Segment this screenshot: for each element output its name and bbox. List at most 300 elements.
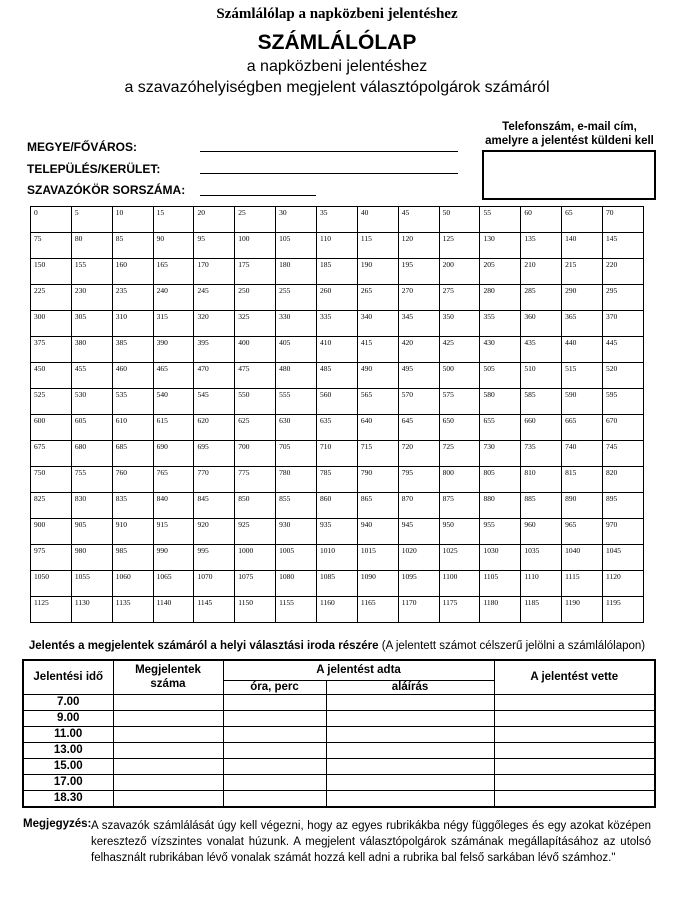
tally-cell[interactable]: 1195: [603, 597, 644, 623]
contact-field[interactable]: [482, 150, 656, 200]
tally-cell[interactable]: 535: [112, 389, 153, 415]
report-count-cell[interactable]: [113, 710, 223, 726]
tally-cell[interactable]: 1010: [317, 545, 358, 571]
tally-row: [31, 571, 644, 597]
tally-cell[interactable]: 860: [317, 493, 358, 519]
tally-cell[interactable]: 510: [521, 363, 562, 389]
report-received-cell[interactable]: [494, 694, 655, 710]
tally-cell[interactable]: 200: [439, 259, 480, 285]
tally-cell[interactable]: 280: [480, 285, 521, 311]
tally-cell[interactable]: 665: [562, 415, 603, 441]
tally-cell[interactable]: 120: [398, 233, 439, 259]
tally-cell[interactable]: 930: [276, 519, 317, 545]
tally-cell[interactable]: 910: [112, 519, 153, 545]
report-received-cell[interactable]: [494, 710, 655, 726]
tally-cell[interactable]: 1100: [439, 571, 480, 597]
tally-cell[interactable]: 790: [357, 467, 398, 493]
tally-cell[interactable]: 260: [317, 285, 358, 311]
report-hour-cell[interactable]: [223, 774, 326, 790]
tally-cell[interactable]: 1140: [153, 597, 194, 623]
tally-cell[interactable]: 770: [194, 467, 235, 493]
tally-cell[interactable]: 1115: [562, 571, 603, 597]
tally-cell[interactable]: 230: [71, 285, 112, 311]
tally-cell[interactable]: 840: [153, 493, 194, 519]
tally-cell[interactable]: 975: [31, 545, 72, 571]
col-header-hour: óra, perc: [223, 680, 326, 694]
tally-cell[interactable]: 1110: [521, 571, 562, 597]
tally-cell[interactable]: 690: [153, 441, 194, 467]
tally-cell[interactable]: 1135: [112, 597, 153, 623]
tally-cell[interactable]: 180: [276, 259, 317, 285]
tally-cell[interactable]: 595: [603, 389, 644, 415]
tally-cell[interactable]: 1045: [603, 545, 644, 571]
tally-cell[interactable]: 125: [439, 233, 480, 259]
tally-cell[interactable]: 130: [480, 233, 521, 259]
tally-cell[interactable]: 715: [357, 441, 398, 467]
tally-cell[interactable]: 720: [398, 441, 439, 467]
tally-row: [31, 389, 644, 415]
tally-cell[interactable]: 170: [194, 259, 235, 285]
report-signature-cell[interactable]: [326, 790, 494, 807]
tally-cell[interactable]: 285: [521, 285, 562, 311]
tally-cell[interactable]: 470: [194, 363, 235, 389]
tally-cell[interactable]: 300: [31, 311, 72, 337]
tally-cell[interactable]: 45: [398, 207, 439, 233]
tally-cell[interactable]: 945: [398, 519, 439, 545]
tally-cell[interactable]: 1125: [31, 597, 72, 623]
tally-cell[interactable]: 1060: [112, 571, 153, 597]
tally-cell[interactable]: 155: [71, 259, 112, 285]
tally-cell[interactable]: 160: [112, 259, 153, 285]
tally-cell[interactable]: 995: [194, 545, 235, 571]
tally-cell[interactable]: 490: [357, 363, 398, 389]
tally-cell[interactable]: 920: [194, 519, 235, 545]
tally-cell[interactable]: 950: [439, 519, 480, 545]
tally-cell[interactable]: 0: [31, 207, 72, 233]
tally-grid: [30, 206, 644, 623]
tally-cell[interactable]: 785: [317, 467, 358, 493]
tally-cell[interactable]: 40: [357, 207, 398, 233]
tally-cell[interactable]: 1165: [357, 597, 398, 623]
tally-cell[interactable]: 1070: [194, 571, 235, 597]
tally-cell[interactable]: 420: [398, 337, 439, 363]
tally-cell[interactable]: 405: [276, 337, 317, 363]
tally-cell[interactable]: 925: [235, 519, 276, 545]
tally-cell[interactable]: 440: [562, 337, 603, 363]
report-hour-cell[interactable]: [223, 758, 326, 774]
report-time-cell: 11.00: [23, 726, 113, 742]
tally-cell[interactable]: 940: [357, 519, 398, 545]
tally-cell[interactable]: 1005: [276, 545, 317, 571]
report-signature-cell[interactable]: [326, 694, 494, 710]
tally-cell[interactable]: 385: [112, 337, 153, 363]
tally-cell[interactable]: 375: [31, 337, 72, 363]
tally-row: [31, 415, 644, 441]
tally-cell[interactable]: 235: [112, 285, 153, 311]
tally-cell[interactable]: 105: [276, 233, 317, 259]
tally-cell[interactable]: 215: [562, 259, 603, 285]
tally-cell[interactable]: 390: [153, 337, 194, 363]
tally-cell[interactable]: 140: [562, 233, 603, 259]
county-label: MEGYE/FŐVÁROS:: [27, 140, 138, 154]
tally-cell[interactable]: 5: [71, 207, 112, 233]
report-count-cell[interactable]: [113, 758, 223, 774]
tally-row: [31, 311, 644, 337]
tally-cell[interactable]: 885: [521, 493, 562, 519]
tally-cell[interactable]: 980: [71, 545, 112, 571]
tally-cell[interactable]: 915: [153, 519, 194, 545]
tally-cell[interactable]: 290: [562, 285, 603, 311]
tally-cell[interactable]: 135: [521, 233, 562, 259]
tally-cell[interactable]: 75: [31, 233, 72, 259]
tally-cell[interactable]: 900: [31, 519, 72, 545]
tally-cell[interactable]: 90: [153, 233, 194, 259]
col-header-time: Jelentési idő: [23, 660, 113, 694]
tally-cell[interactable]: 355: [480, 311, 521, 337]
tally-cell[interactable]: 1155: [276, 597, 317, 623]
report-hour-cell[interactable]: [223, 742, 326, 758]
tally-cell[interactable]: 145: [603, 233, 644, 259]
tally-cell[interactable]: 310: [112, 311, 153, 337]
tally-cell[interactable]: 410: [317, 337, 358, 363]
tally-row: [31, 259, 644, 285]
tally-row: [31, 467, 644, 493]
report-signature-cell[interactable]: [326, 742, 494, 758]
tally-cell[interactable]: 740: [562, 441, 603, 467]
col-header-count-label: Megjelentek száma: [135, 664, 201, 691]
tally-cell[interactable]: 1065: [153, 571, 194, 597]
tally-cell[interactable]: 495: [398, 363, 439, 389]
county-field[interactable]: [200, 151, 458, 152]
tally-cell[interactable]: 1050: [31, 571, 72, 597]
tally-cell[interactable]: 640: [357, 415, 398, 441]
tally-cell[interactable]: 815: [562, 467, 603, 493]
tally-cell[interactable]: 115: [357, 233, 398, 259]
tally-cell[interactable]: 315: [153, 311, 194, 337]
tally-row: [31, 493, 644, 519]
tally-cell[interactable]: 1105: [480, 571, 521, 597]
tally-cell[interactable]: 270: [398, 285, 439, 311]
tally-cell[interactable]: 525: [31, 389, 72, 415]
tally-cell[interactable]: 475: [235, 363, 276, 389]
tally-cell[interactable]: 350: [439, 311, 480, 337]
tally-cell[interactable]: 30: [276, 207, 317, 233]
tally-cell[interactable]: 435: [521, 337, 562, 363]
tally-cell[interactable]: 190: [357, 259, 398, 285]
tally-cell[interactable]: 10: [112, 207, 153, 233]
tally-cell[interactable]: 20: [194, 207, 235, 233]
tally-row: [31, 363, 644, 389]
tally-cell[interactable]: 670: [603, 415, 644, 441]
tally-cell[interactable]: 100: [235, 233, 276, 259]
tally-cell[interactable]: 820: [603, 467, 644, 493]
tally-cell[interactable]: 825: [31, 493, 72, 519]
tally-cell[interactable]: 590: [562, 389, 603, 415]
tally-cell[interactable]: 335: [317, 311, 358, 337]
tally-cell[interactable]: 305: [71, 311, 112, 337]
tally-cell[interactable]: 1030: [480, 545, 521, 571]
tally-cell[interactable]: 775: [235, 467, 276, 493]
report-caption-bold: Jelentés a megjelentek számáról a helyi választási iroda részére: [28, 640, 379, 652]
tally-cell[interactable]: 845: [194, 493, 235, 519]
report-received-cell[interactable]: [494, 758, 655, 774]
tally-cell[interactable]: 1080: [276, 571, 317, 597]
tally-cell[interactable]: 415: [357, 337, 398, 363]
tally-cell[interactable]: 505: [480, 363, 521, 389]
tally-cell[interactable]: 370: [603, 311, 644, 337]
tally-cell[interactable]: 480: [276, 363, 317, 389]
tally-cell[interactable]: 660: [521, 415, 562, 441]
report-received-cell[interactable]: [494, 774, 655, 790]
settlement-field[interactable]: [200, 173, 458, 174]
tally-cell[interactable]: 1015: [357, 545, 398, 571]
report-signature-cell[interactable]: [326, 758, 494, 774]
tally-cell[interactable]: 895: [603, 493, 644, 519]
tally-cell[interactable]: 320: [194, 311, 235, 337]
tally-cell[interactable]: 695: [194, 441, 235, 467]
tally-cell[interactable]: 255: [276, 285, 317, 311]
tally-cell[interactable]: 60: [521, 207, 562, 233]
tally-cell[interactable]: 725: [439, 441, 480, 467]
tally-cell[interactable]: 620: [194, 415, 235, 441]
tally-cell[interactable]: 55: [480, 207, 521, 233]
tally-cell[interactable]: 540: [153, 389, 194, 415]
tally-cell[interactable]: 365: [562, 311, 603, 337]
tally-cell[interactable]: 985: [112, 545, 153, 571]
tally-cell[interactable]: 1035: [521, 545, 562, 571]
tally-cell[interactable]: 615: [153, 415, 194, 441]
report-count-cell[interactable]: [113, 774, 223, 790]
tally-cell[interactable]: 195: [398, 259, 439, 285]
tally-cell[interactable]: 245: [194, 285, 235, 311]
tally-cell[interactable]: 325: [235, 311, 276, 337]
tally-cell[interactable]: 685: [112, 441, 153, 467]
tally-cell[interactable]: 965: [562, 519, 603, 545]
tally-cell[interactable]: 655: [480, 415, 521, 441]
tally-cell[interactable]: 275: [439, 285, 480, 311]
tally-cell[interactable]: 360: [521, 311, 562, 337]
tally-cell[interactable]: 585: [521, 389, 562, 415]
tally-cell[interactable]: 240: [153, 285, 194, 311]
tally-cell[interactable]: 205: [480, 259, 521, 285]
tally-cell[interactable]: 810: [521, 467, 562, 493]
tally-cell[interactable]: 265: [357, 285, 398, 311]
tally-cell[interactable]: 220: [603, 259, 644, 285]
tally-cell[interactable]: 1090: [357, 571, 398, 597]
tally-cell[interactable]: 80: [71, 233, 112, 259]
tally-cell[interactable]: 575: [439, 389, 480, 415]
tally-cell[interactable]: 1040: [562, 545, 603, 571]
tally-cell[interactable]: 330: [276, 311, 317, 337]
report-count-cell[interactable]: [113, 726, 223, 742]
tally-cell[interactable]: 485: [317, 363, 358, 389]
tally-cell[interactable]: 970: [603, 519, 644, 545]
tally-cell[interactable]: 500: [439, 363, 480, 389]
tally-cell[interactable]: 25: [235, 207, 276, 233]
tally-cell[interactable]: 85: [112, 233, 153, 259]
tally-cell[interactable]: 295: [603, 285, 644, 311]
tally-cell[interactable]: 1075: [235, 571, 276, 597]
tally-cell[interactable]: 340: [357, 311, 398, 337]
tally-cell[interactable]: 870: [398, 493, 439, 519]
report-hour-cell[interactable]: [223, 726, 326, 742]
tally-cell[interactable]: 935: [317, 519, 358, 545]
tally-cell[interactable]: 1185: [521, 597, 562, 623]
tally-cell[interactable]: 165: [153, 259, 194, 285]
report-time-cell: 15.00: [23, 758, 113, 774]
tally-cell[interactable]: 150: [31, 259, 72, 285]
tally-cell[interactable]: 225: [31, 285, 72, 311]
tally-cell[interactable]: 760: [112, 467, 153, 493]
tally-cell[interactable]: 700: [235, 441, 276, 467]
report-count-cell[interactable]: [113, 742, 223, 758]
tally-cell[interactable]: 1160: [317, 597, 358, 623]
tally-cell[interactable]: 800: [439, 467, 480, 493]
col-header-count: [113, 660, 223, 694]
tally-cell[interactable]: 795: [398, 467, 439, 493]
tally-cell[interactable]: 830: [71, 493, 112, 519]
tally-row: [31, 441, 644, 467]
tally-cell[interactable]: 1180: [480, 597, 521, 623]
tally-cell[interactable]: 580: [480, 389, 521, 415]
tally-cell[interactable]: 175: [235, 259, 276, 285]
tally-cell[interactable]: 1120: [603, 571, 644, 597]
tally-cell[interactable]: 450: [31, 363, 72, 389]
tally-cell[interactable]: 705: [276, 441, 317, 467]
tally-cell[interactable]: 35: [317, 207, 358, 233]
tally-cell[interactable]: 425: [439, 337, 480, 363]
report-hour-cell[interactable]: [223, 710, 326, 726]
tally-cell[interactable]: 380: [71, 337, 112, 363]
tally-cell[interactable]: 560: [317, 389, 358, 415]
tally-cell[interactable]: 1055: [71, 571, 112, 597]
tally-cell[interactable]: 545: [194, 389, 235, 415]
tally-cell[interactable]: 515: [562, 363, 603, 389]
report-received-cell[interactable]: [494, 726, 655, 742]
tally-cell[interactable]: 1020: [398, 545, 439, 571]
tally-cell[interactable]: 565: [357, 389, 398, 415]
tally-cell[interactable]: 625: [235, 415, 276, 441]
tally-cell[interactable]: 755: [71, 467, 112, 493]
tally-cell[interactable]: 1170: [398, 597, 439, 623]
report-caption: [0, 640, 674, 652]
tally-cell[interactable]: 855: [276, 493, 317, 519]
report-count-cell[interactable]: [113, 790, 223, 807]
tally-cell[interactable]: 960: [521, 519, 562, 545]
tally-cell[interactable]: 650: [439, 415, 480, 441]
tally-cell[interactable]: 745: [603, 441, 644, 467]
tally-cell[interactable]: 730: [480, 441, 521, 467]
report-signature-cell[interactable]: [326, 774, 494, 790]
tally-cell[interactable]: 520: [603, 363, 644, 389]
tally-cell[interactable]: 110: [317, 233, 358, 259]
tally-cell[interactable]: 735: [521, 441, 562, 467]
tally-cell[interactable]: 185: [317, 259, 358, 285]
tally-cell[interactable]: 765: [153, 467, 194, 493]
tally-cell[interactable]: 1150: [235, 597, 276, 623]
tally-cell[interactable]: 835: [112, 493, 153, 519]
tally-cell[interactable]: 210: [521, 259, 562, 285]
tally-cell[interactable]: 555: [276, 389, 317, 415]
report-hour-cell[interactable]: [223, 694, 326, 710]
tally-cell[interactable]: 465: [153, 363, 194, 389]
tally-cell[interactable]: 1085: [317, 571, 358, 597]
tally-cell[interactable]: 710: [317, 441, 358, 467]
tally-cell[interactable]: 990: [153, 545, 194, 571]
tally-cell[interactable]: 460: [112, 363, 153, 389]
tally-cell[interactable]: 890: [562, 493, 603, 519]
report-row: [23, 774, 655, 790]
report-signature-cell[interactable]: [326, 710, 494, 726]
report-hour-cell[interactable]: [223, 790, 326, 807]
tally-cell[interactable]: 605: [71, 415, 112, 441]
report-count-cell[interactable]: [113, 694, 223, 710]
tally-cell[interactable]: 850: [235, 493, 276, 519]
tally-cell[interactable]: 600: [31, 415, 72, 441]
tally-cell[interactable]: 50: [439, 207, 480, 233]
tally-cell[interactable]: 70: [603, 207, 644, 233]
tally-cell[interactable]: 455: [71, 363, 112, 389]
tally-cell[interactable]: 1000: [235, 545, 276, 571]
tally-cell[interactable]: 1095: [398, 571, 439, 597]
subtitle-line-2: a szavazóhelyiségben megjelent választópolgárok számáról: [124, 79, 550, 96]
tally-cell[interactable]: 65: [562, 207, 603, 233]
tally-cell[interactable]: 1190: [562, 597, 603, 623]
report-received-cell[interactable]: [494, 742, 655, 758]
tally-cell[interactable]: 95: [194, 233, 235, 259]
tally-cell[interactable]: 1130: [71, 597, 112, 623]
tally-cell[interactable]: 635: [317, 415, 358, 441]
tally-cell[interactable]: 805: [480, 467, 521, 493]
tally-cell[interactable]: 550: [235, 389, 276, 415]
tally-cell[interactable]: 875: [439, 493, 480, 519]
tally-cell[interactable]: 570: [398, 389, 439, 415]
tally-row: [31, 207, 644, 233]
tally-cell[interactable]: 1025: [439, 545, 480, 571]
tally-row: [31, 337, 644, 363]
tally-cell[interactable]: 15: [153, 207, 194, 233]
col-header-received: A jelentést vette: [494, 660, 655, 694]
tally-cell[interactable]: 675: [31, 441, 72, 467]
tally-row: [31, 285, 644, 311]
report-signature-cell[interactable]: [326, 726, 494, 742]
tally-cell[interactable]: 250: [235, 285, 276, 311]
tally-cell[interactable]: 880: [480, 493, 521, 519]
report-time-cell: 13.00: [23, 742, 113, 758]
tally-cell[interactable]: 530: [71, 389, 112, 415]
tally-cell[interactable]: 395: [194, 337, 235, 363]
tally-cell[interactable]: 445: [603, 337, 644, 363]
tally-cell[interactable]: 400: [235, 337, 276, 363]
report-received-cell[interactable]: [494, 790, 655, 807]
tally-cell[interactable]: 750: [31, 467, 72, 493]
tally-cell[interactable]: 1175: [439, 597, 480, 623]
tally-row: [31, 233, 644, 259]
precinct-field[interactable]: [200, 195, 316, 196]
tally-cell[interactable]: 680: [71, 441, 112, 467]
tally-cell[interactable]: 430: [480, 337, 521, 363]
tally-cell[interactable]: 905: [71, 519, 112, 545]
tally-cell[interactable]: 630: [276, 415, 317, 441]
tally-cell[interactable]: 645: [398, 415, 439, 441]
tally-cell[interactable]: 1145: [194, 597, 235, 623]
report-row: [23, 694, 655, 710]
tally-cell[interactable]: 345: [398, 311, 439, 337]
tally-cell[interactable]: 955: [480, 519, 521, 545]
tally-cell[interactable]: 610: [112, 415, 153, 441]
tally-cell[interactable]: 865: [357, 493, 398, 519]
tally-cell[interactable]: 780: [276, 467, 317, 493]
